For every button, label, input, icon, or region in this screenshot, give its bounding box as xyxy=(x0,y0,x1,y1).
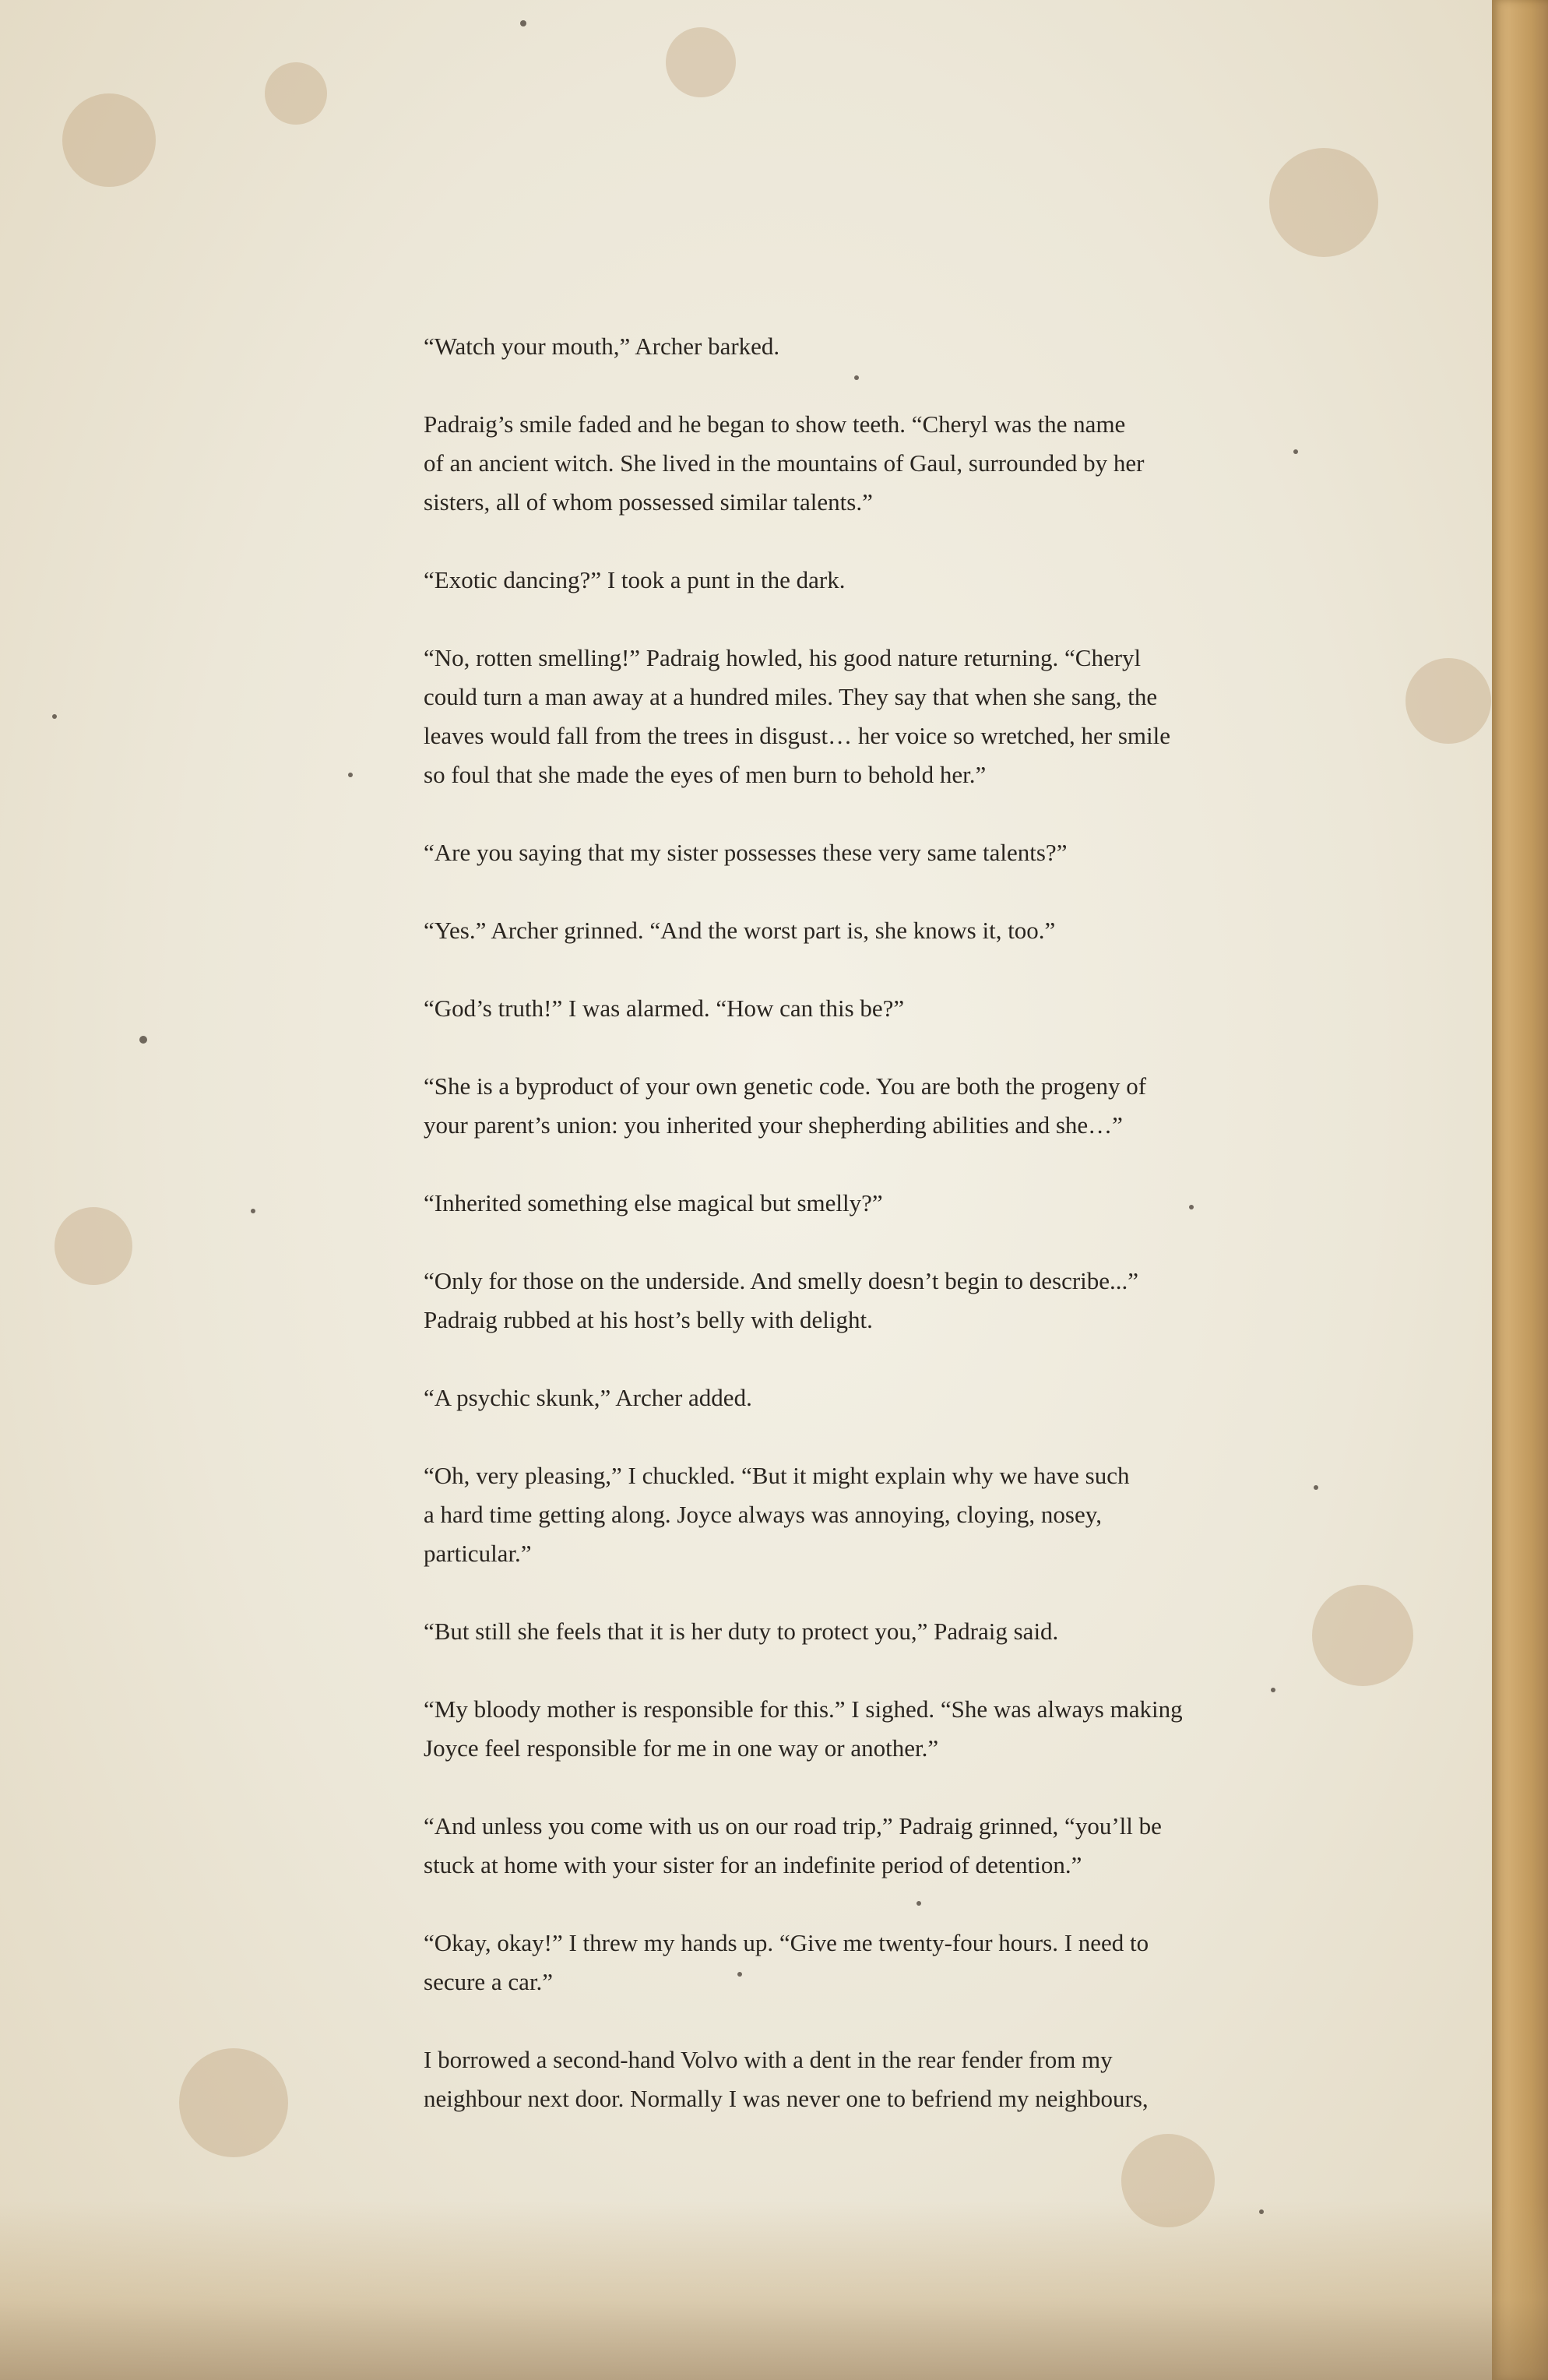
page-edge xyxy=(1492,0,1548,2380)
paragraph: “Only for those on the underside. And smelly doesn’t begin to describe...” Padraig rubbed at his host’s belly with delight. xyxy=(424,1267,1139,1333)
paragraph: “Inherited something else magical but smelly?” xyxy=(424,1189,883,1216)
paragraph: “My bloody mother is responsible for this.” I sighed. “She was always making Joyce feel responsible for me in one way or another.” xyxy=(424,1695,1183,1762)
paragraph: “And unless you come with us on our road trip,” Padraig grinned, “you’ll be stuck at home with your sister for an indefinite period of detention.” xyxy=(424,1812,1162,1878)
bottom-stain xyxy=(0,2201,1548,2380)
paragraph: “Yes.” Archer grinned. “And the worst part is, she knows it, too.” xyxy=(424,917,1056,944)
paragraph: “Exotic dancing?” I took a punt in the dark. xyxy=(424,566,846,593)
paragraph: “No, rotten smelling!” Padraig howled, his good nature returning. “Cheryl could turn a man away at a hundred miles. They say that when she sang, the leaves would fall from the trees in disgust… her voice so wretched, her smile so foul that she made the eyes of men burn to behold her.” xyxy=(424,644,1171,788)
paragraph: “Are you saying that my sister possesses these very same talents?” xyxy=(424,839,1068,866)
paragraph: I borrowed a second-hand Volvo with a dent in the rear fender from my neighbour next door. Normally I was never one to befriend my neighbours, xyxy=(424,2046,1149,2112)
body-text xyxy=(424,327,1265,2118)
paragraph: “She is a byproduct of your own genetic code. You are both the progeny of your parent’s union: you inherited your shepherding abilities and she…” xyxy=(424,1072,1147,1139)
paragraph: Padraig’s smile faded and he began to show teeth. “Cheryl was the name of an ancient witch. She lived in the mountains of Gaul, surrounded by her sisters, all of whom possessed similar talents.” xyxy=(424,410,1145,516)
paragraph: “Oh, very pleasing,” I chuckled. “But it might explain why we have such a hard time getting along. Joyce always was annoying, cloying, nosey, particular.” xyxy=(424,1462,1130,1567)
paragraph: “God’s truth!” I was alarmed. “How can this be?” xyxy=(424,995,905,1022)
paragraph: “But still she feels that it is her duty to protect you,” Padraig said. xyxy=(424,1618,1059,1645)
paragraph: “Okay, okay!” I threw my hands up. “Give me twenty-four hours. I need to secure a car.” xyxy=(424,1929,1149,1995)
paragraph: “Watch your mouth,” Archer barked. xyxy=(424,333,780,360)
paragraph: “A psychic skunk,” Archer added. xyxy=(424,1384,752,1411)
